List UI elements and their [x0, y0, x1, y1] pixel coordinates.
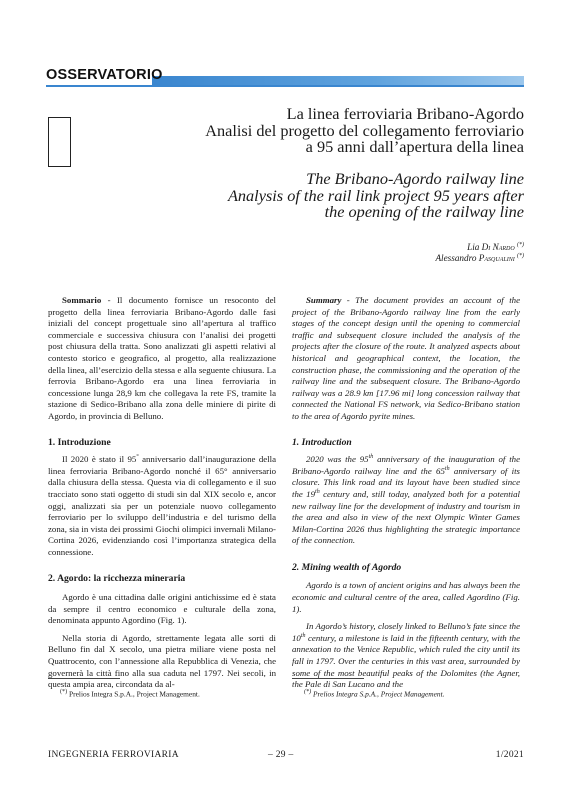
summary-lead: Sommario	[62, 295, 102, 305]
author-2-last-name: Pasqualini	[478, 253, 515, 264]
author-2-first-name: Alessandro	[435, 253, 477, 264]
author-1-last-name: Di Nardo	[481, 242, 515, 253]
paragraph-mining-1: Agordo is a town of ancient origins and has always been the economic and cultural centre of the area, called Agordino (Fig. 1).	[292, 580, 520, 614]
journal-name: INGEGNERIA FERROVIARIA	[48, 750, 179, 760]
author-1-first-name: Lia	[467, 242, 480, 253]
author-1-mark: (*)	[517, 242, 524, 248]
section-accent-rule	[46, 85, 524, 87]
column-english	[292, 295, 520, 691]
heading-agordo: 2. Agordo: la ricchezza mineraria	[48, 573, 186, 585]
summary-text: - Il documento fornisce un resoconto del progetto della linea ferroviaria Bribano-Agordo dalle fasi iniziali del concept progettuale sino all’apertura al traffico commerciale e successiva chiusura con l’analisi dei progetti post chiusura della tratta. Sono analizzati gli aspetti relativi al contesto storico e geografico, al progetto, alla realizzazione della linea, all’esercizio della stessa e alla seguente chiusura. La ferrovia Bribano-Agordo era una linea ferroviaria in concessione lunga 28,9 km che collegava la rete FS, tramite la stazione di Sedico-Bribano alla zona delle miniere di pirite di Agordo, in provincia di Belluno.	[48, 295, 276, 421]
paragraph-mining-2: In Agordo’s history, closely linked to Belluno’s fate since the 10th century, a milestone is laid in the fifteenth century, with the annexation to the Venice Republic, which ruled the city until its fall in 1797. Over the centuries in this vast area, surrounded by some of the most beautiful peaks of the Dolomites (the Agner, the Pale di San Lucano and the	[292, 621, 520, 690]
page-number: – 29 –	[268, 750, 294, 760]
footnote-text: Prelios Integra S.p.A., Project Management.	[69, 689, 200, 699]
section-accent-bar	[152, 76, 524, 85]
title-en-line-2: Analysis of the rail link project 95 years after	[227, 185, 524, 205]
title-en-line-3: the opening of the railway line	[324, 202, 524, 221]
footnote-left	[60, 688, 200, 698]
footnote-rule-right	[292, 678, 364, 679]
paragraph-agordo-1: Agordo è una cittadina dalle origini antichissime ed è stata da sempre il centro economico e culturale della zona, denominata appunto Agordino (Fig. 1).	[48, 592, 276, 626]
title-it-line-1: La linea ferroviaria Bribano-Agordo	[286, 104, 524, 123]
footnote-text-en: Prelios Integra S.p.A., Project Management.	[313, 689, 445, 699]
footnote-right	[304, 688, 444, 698]
summary-italian	[48, 295, 276, 423]
heading-mining-wealth: 2. Mining wealth of Agordo	[292, 561, 402, 573]
footnote-rule-left	[48, 678, 120, 679]
summary-english	[292, 295, 520, 423]
author-2	[435, 251, 524, 264]
section-label: OSSERVATORIO	[46, 67, 163, 83]
heading-introduzione: 1. Introduzione	[48, 436, 111, 448]
column-italian	[48, 295, 276, 691]
footnote-mark: (*)	[60, 689, 68, 695]
summary-lead-en: Summary	[306, 295, 342, 305]
author-2-mark: (*)	[517, 253, 524, 259]
paragraph-introduction: 2020 was the 95th anniversary of the inauguration of the Bribano-Agordo railway line and the 65th anniversary of its closure. This link road and its layout have been studied since the 19th century and, still today, analyzed both for a potential new railway line for the development of industry and tourism in the area and also in view of the next Olympic Winter Games Milan-Cortina 2026 thus highlighting the strategic importance of the connection.	[292, 454, 521, 546]
title-it-line-3: a 95 anni dall’apertura della linea	[305, 137, 524, 156]
footnote-mark-en: (*)	[304, 689, 312, 695]
title-it-line-2: Analisi del progetto del collegamento ferroviario	[205, 120, 524, 140]
heading-introduction: 1. Introduction	[292, 436, 352, 448]
title-italian	[205, 106, 524, 156]
paragraph-agordo-2: Nella storia di Agordo, strettamente legata alle sorti di Belluno fin dal X secolo, una pietra miliare viene posta nel Quattrocento, con l’annessione alla Repubblica di Venezia, che governerà la città fino alla sua caduta nel 1797. Nei secoli, in questa ampia area, circondata da al-	[48, 632, 276, 690]
summary-text-en: - The document provides an account of the project of the Bribano-Agordo railway line from the early stages of the concept design until the opening to commercial traffic and subsequent closure included the analysis of the projects after the closure of the route. It analyzed aspects about historical and geographical context, the location, the construction phase, the commissioning and the operation of the railway line and the subsequent closure. The Bribano-Agordo railway was a 28.9 km [17.96 mi] long concession railway that connected the National FS network, via Sedico-Bribano station to the area of Agordo pyrite mines.	[292, 295, 520, 421]
title-en-line-1: The Bribano-Agordo railway line	[306, 169, 524, 188]
issue-number: 1/2021	[495, 750, 524, 760]
paragraph-introduzione: Il 2020 è stato il 95° anniversario dall’inaugurazione della linea ferroviaria Bribano-Agordo nonché il 65° anniversario dalla chiusura della stessa. Questa via di collegamento e il suo tracciato sono stati oggetto di studi sin dal XIX secolo e, ancor oggi, analizzati sia per un potenziale nuovo collegamento ferroviario per lo sviluppo dell’industria e del turismo della zona, sia in vista dei prossimi Giochi olimpici invernali Milano-Cortina 2026, evidenziando così l’importanza strategica della connessione.	[48, 454, 277, 557]
title-english	[228, 171, 524, 221]
decorative-frame	[48, 117, 71, 167]
